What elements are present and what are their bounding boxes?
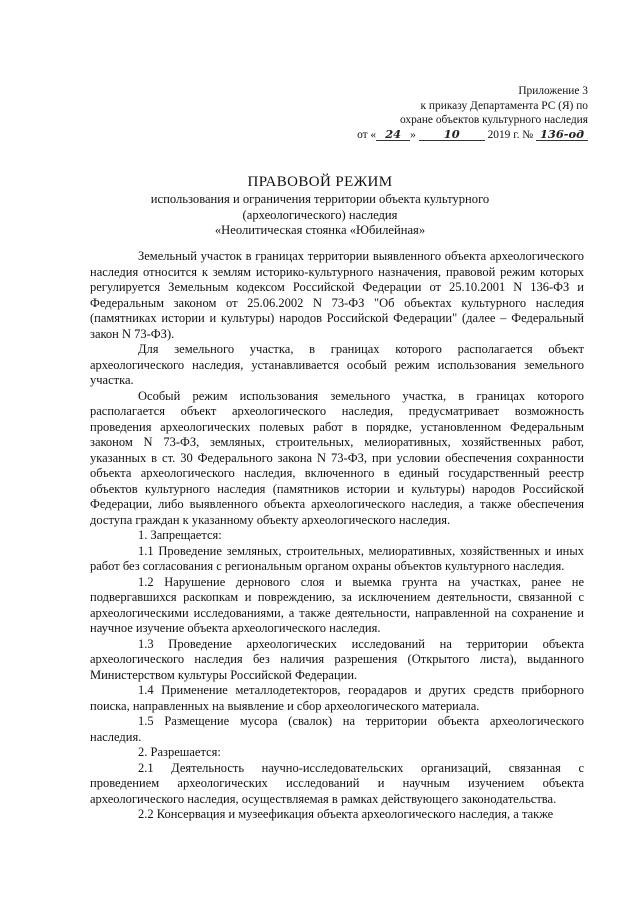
annex-title: Приложение 3 xyxy=(518,85,588,97)
document-body xyxy=(90,249,584,823)
prohibited-item-1-1: 1.1 Проведение земляных, строительных, мелиоративных, хозяйственных и иных работ без согласования с региональным органом охраны объектов культурного наследия. xyxy=(90,543,584,573)
annex-date-line xyxy=(348,128,588,143)
date-prefix: от « xyxy=(357,128,377,141)
prohibited-item-1-4: 1.4 Применение металлодетекторов, георадаров и других средств приборного поиска, направленных на выявление и сбор археологического материала. xyxy=(90,683,584,713)
document-title: ПРАВОВОЙ РЕЖИМ xyxy=(247,174,393,190)
document-subtitle-3: «Неолитическая стоянка «Юбилейная» xyxy=(214,223,426,238)
date-mid: » xyxy=(410,128,416,141)
document-subtitle-1: использования и ограничения территории объекта культурного xyxy=(150,192,490,206)
prohibited-item-1-5: 1.5 Размещение мусора (свалок) на территории объекта археологического наследия. xyxy=(90,714,584,744)
permitted-item-2-2: 2.2 Консервация и музеефикация объекта археологического наследия, а также xyxy=(138,807,554,821)
date-year: 2019 г. № xyxy=(487,128,534,141)
date-month-handwritten: 10 xyxy=(419,128,485,141)
section-permitted-heading: 2. Разрешается: xyxy=(138,745,221,759)
paragraph-regime-details: Особый режим использования земельного участка, в границах которого располагается объект археологического наследия, предусматривает возможность проведения археологических полевых работ в порядке, установленном Федеральным законом N 73-ФЗ, земляных, строительных, мелиоративных, хозяйственных работ, указанных в ст. 30 Федерального закона N 73-ФЗ, при условии обеспечения сохранности объекта археологического наследия, включенного в единый государственный реестр объектов культурного наследия (памятников истории и культуры) народов Российской Федерации, либо выявленного объекта археологического наследия, а также обеспечения доступа граждан к указанному объекту археологического наследия. xyxy=(90,388,584,527)
prohibited-item-1-3: 1.3 Проведение археологических исследований на территории объекта археологического наследия без наличия разрешения (Открытого листа), выданного Министерством культуры Российской Федерации. xyxy=(90,636,584,682)
paragraph-intro: Земельный участок в границах территории выявленного объекта археологического наследия относится к землям историко-культурного назначения, правовой режим которых регулируется Земельным кодексом Российской Федерации от 25.10.2001 N 136-ФЗ и Федеральным законом от 25.06.2002 N 73-ФЗ "Об объектах культурного наследия (памятниках истории и культуры) народов Российской Федерации" (далее – Федеральный закон N 73-ФЗ). xyxy=(90,249,584,341)
document-subtitle-2: (археологического) наследия xyxy=(242,207,398,222)
document-heading xyxy=(0,172,640,239)
annex-header xyxy=(348,84,588,142)
prohibited-item-1-2: 1.2 Нарушение дернового слоя и выемка грунта на участках, ранее не подвергавшихся раскопкам и повреждению, за исключением деятельности, связанной с археологическими исследованиями, а также деятельности, направленной на сохранение и научное изучение объекта археологического наследия. xyxy=(90,574,584,635)
paragraph-special-regime: Для земельного участка, в границах которого располагается объект археологического наследия, устанавливается особый режим использования земельного участка. xyxy=(90,342,584,387)
order-number-handwritten: 136-од xyxy=(536,128,588,141)
permitted-item-2-1: 2.1 Деятельность научно-исследовательских организаций, связанная с проведением археологических исследований и научным изучением объекта археологического наследия, осуществляемая в рамках действующего законодательства. xyxy=(90,760,584,806)
date-day-handwritten: 24 xyxy=(376,128,410,141)
annex-department: охране объектов культурного наследия xyxy=(399,114,588,127)
section-prohibited-heading: 1. Запрещается: xyxy=(138,528,222,542)
annex-order-ref: к приказу Департамента РС (Я) по xyxy=(420,99,588,112)
